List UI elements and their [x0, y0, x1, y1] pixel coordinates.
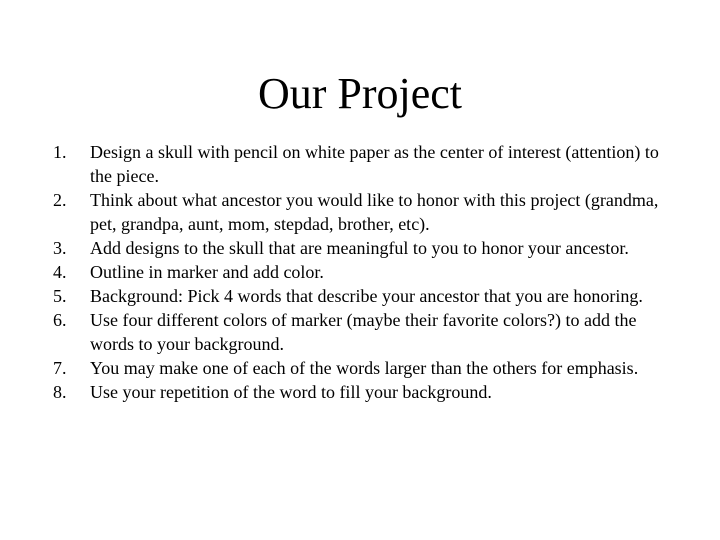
item-text: Think about what ancestor you would like to honor with this project (grandma, pet, grandpa, aunt, mom, stepdad, brother, etc). [90, 190, 659, 234]
item-number: 8. [53, 382, 67, 402]
item-text: Design a skull with pencil on white paper as the center of interest (attention) to the piece. [90, 142, 659, 186]
list-item [48, 236, 668, 260]
item-number: 3. [53, 238, 67, 258]
list-item [48, 356, 668, 380]
list-item [48, 260, 668, 284]
item-number: 4. [53, 262, 67, 282]
item-number: 2. [53, 190, 67, 210]
item-number: 6. [53, 310, 67, 330]
list-item [48, 380, 668, 404]
item-number: 5. [53, 286, 67, 306]
list-item [48, 188, 668, 236]
item-number: 7. [53, 358, 67, 378]
item-text: Outline in marker and add color. [90, 262, 324, 282]
item-text: Add designs to the skull that are meaningful to you to honor your ancestor. [90, 238, 629, 258]
item-text: Background: Pick 4 words that describe your ancestor that you are honoring. [90, 286, 643, 306]
item-text: Use four different colors of marker (maybe their favorite colors?) to add the words to your background. [90, 310, 637, 354]
list-item [48, 308, 668, 356]
item-number: 1. [53, 142, 67, 162]
list-item [48, 140, 668, 188]
item-text: Use your repetition of the word to fill your background. [90, 382, 492, 402]
list-item [48, 284, 668, 308]
slide-title: Our Project [257, 69, 463, 118]
instruction-list [48, 140, 668, 404]
item-text: You may make one of each of the words larger than the others for emphasis. [90, 358, 639, 378]
